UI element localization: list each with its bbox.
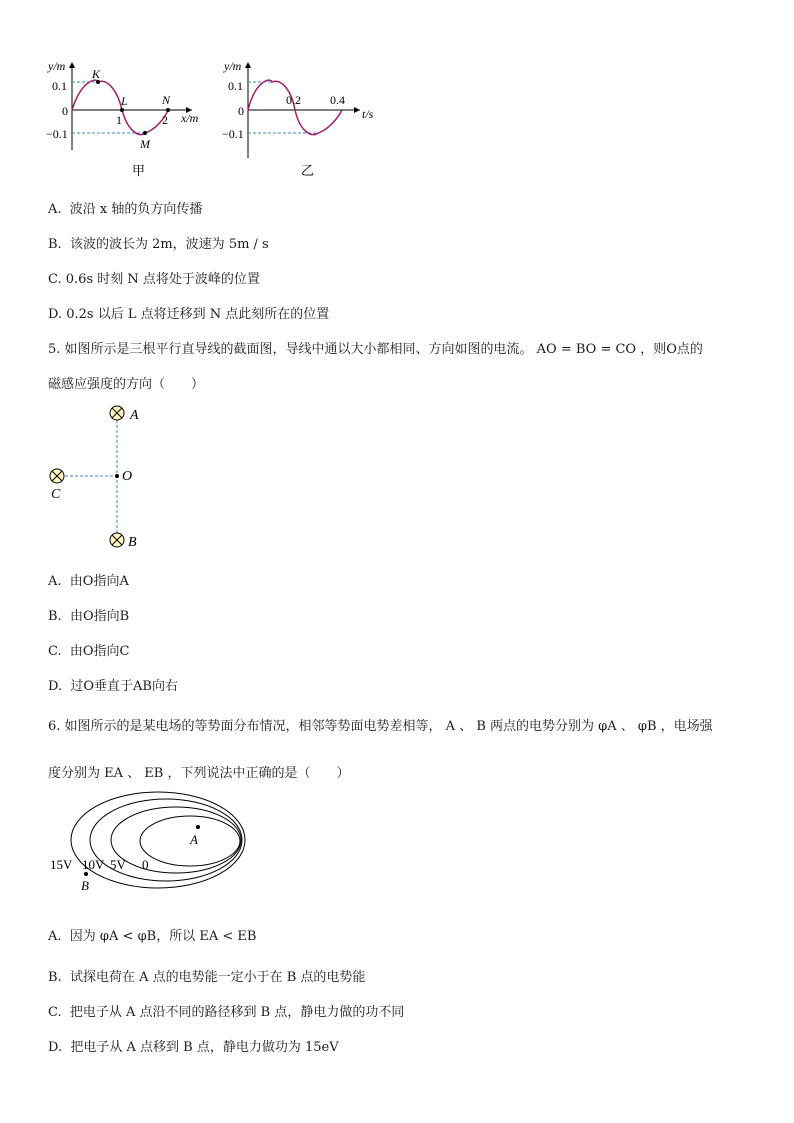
tick-1: 1: [116, 113, 122, 127]
q4-option-a: A. 波沿 x 轴的负方向传播: [48, 202, 203, 217]
q6-stem-line2: 度分别为 EA 、 EB ，下列说法中正确的是（ ）: [48, 766, 350, 781]
x-axis-label: x/m: [181, 111, 199, 125]
q5-option-b: B. 由O指向B: [48, 609, 130, 624]
wave-curve-yi: [248, 80, 342, 134]
point-M: M: [140, 137, 150, 151]
graph-jia: [46, 59, 199, 178]
tick-top: 0.1: [52, 79, 67, 93]
equipotential-figure: [40, 790, 260, 900]
q6-option-c: C. 把电子从 A 点沿不同的路径移到 B 点，静电力做的功不同: [48, 1005, 405, 1020]
point-N: N: [162, 93, 171, 107]
q5-option-a: A. 由O指向A: [48, 574, 129, 589]
caption-yi: 乙: [301, 163, 315, 178]
label-A: A: [190, 832, 198, 847]
tick-1: 0.2: [286, 93, 301, 107]
label-15V: 15V: [50, 857, 73, 872]
point-L: L: [121, 94, 128, 108]
graph-yi: [222, 59, 374, 178]
q4-option-b: B. 该波的波长为 2m，波速为 5m / s: [48, 237, 269, 252]
q5-stem-line1: 5. 如图所示是三根平行直导线的截面图，导线中通以大小都相同、方向如图的电流。 AO = BO = CO ，则O点的: [48, 342, 703, 357]
caption-jia: 甲: [132, 163, 146, 178]
tick-top: 0.1: [228, 79, 243, 93]
label-5V: 5V: [110, 857, 126, 872]
q6-option-d: D. 把电子从 A 点移到 B 点，静电力做功为 15eV: [48, 1040, 339, 1055]
wires-figure: [40, 398, 200, 558]
origin-label: 0: [238, 104, 244, 118]
wire-B-icon: [110, 533, 124, 547]
label-C: C: [51, 487, 61, 502]
label-B: B: [81, 878, 89, 893]
q5-option-d: D. 过O垂直于AB向右: [48, 679, 178, 694]
tick-bottom: −0.1: [46, 127, 68, 141]
origin-label: 0: [62, 104, 68, 118]
wave-figure: [0, 0, 400, 185]
x-axis-label: t/s: [362, 107, 374, 121]
y-axis-label: y/m: [224, 59, 242, 73]
q4-option-c: C. 0.6s 时刻 N 点将处于波峰的位置: [48, 272, 260, 287]
tick-bottom: −0.1: [222, 127, 244, 141]
q5-stem-line2: 磁感应强度的方向（ ）: [48, 377, 205, 392]
q6-stem-line1: 6. 如图所示的是某电场的等势面分布情况，相邻等势面电势差相等， A 、 B 两点的电势分别为 φA 、 φB ，电场强: [48, 719, 713, 734]
wire-C-icon: [50, 469, 64, 483]
label-A: A: [130, 408, 139, 423]
wire-A-icon: [110, 406, 124, 420]
tick-2: 0.4: [330, 93, 345, 107]
q5-option-c: C. 由O指向C: [48, 644, 130, 659]
label-10V: 10V: [82, 857, 105, 872]
label-0V: 0: [142, 857, 149, 872]
q6-option-b: B. 试探电荷在 A 点的电势能一定小于在 B 点的电势能: [48, 970, 366, 985]
tick-2: 2: [162, 113, 168, 127]
label-O: O: [122, 469, 133, 484]
y-axis-label: y/m: [48, 59, 66, 73]
q4-option-d: D. 0.2s 以后 L 点将迁移到 N 点此刻所在的位置: [48, 307, 330, 322]
point-K: K: [92, 67, 101, 81]
label-B: B: [128, 535, 137, 550]
q6-option-a: A. 因为 φA < φB，所以 EA < EB: [48, 929, 257, 944]
